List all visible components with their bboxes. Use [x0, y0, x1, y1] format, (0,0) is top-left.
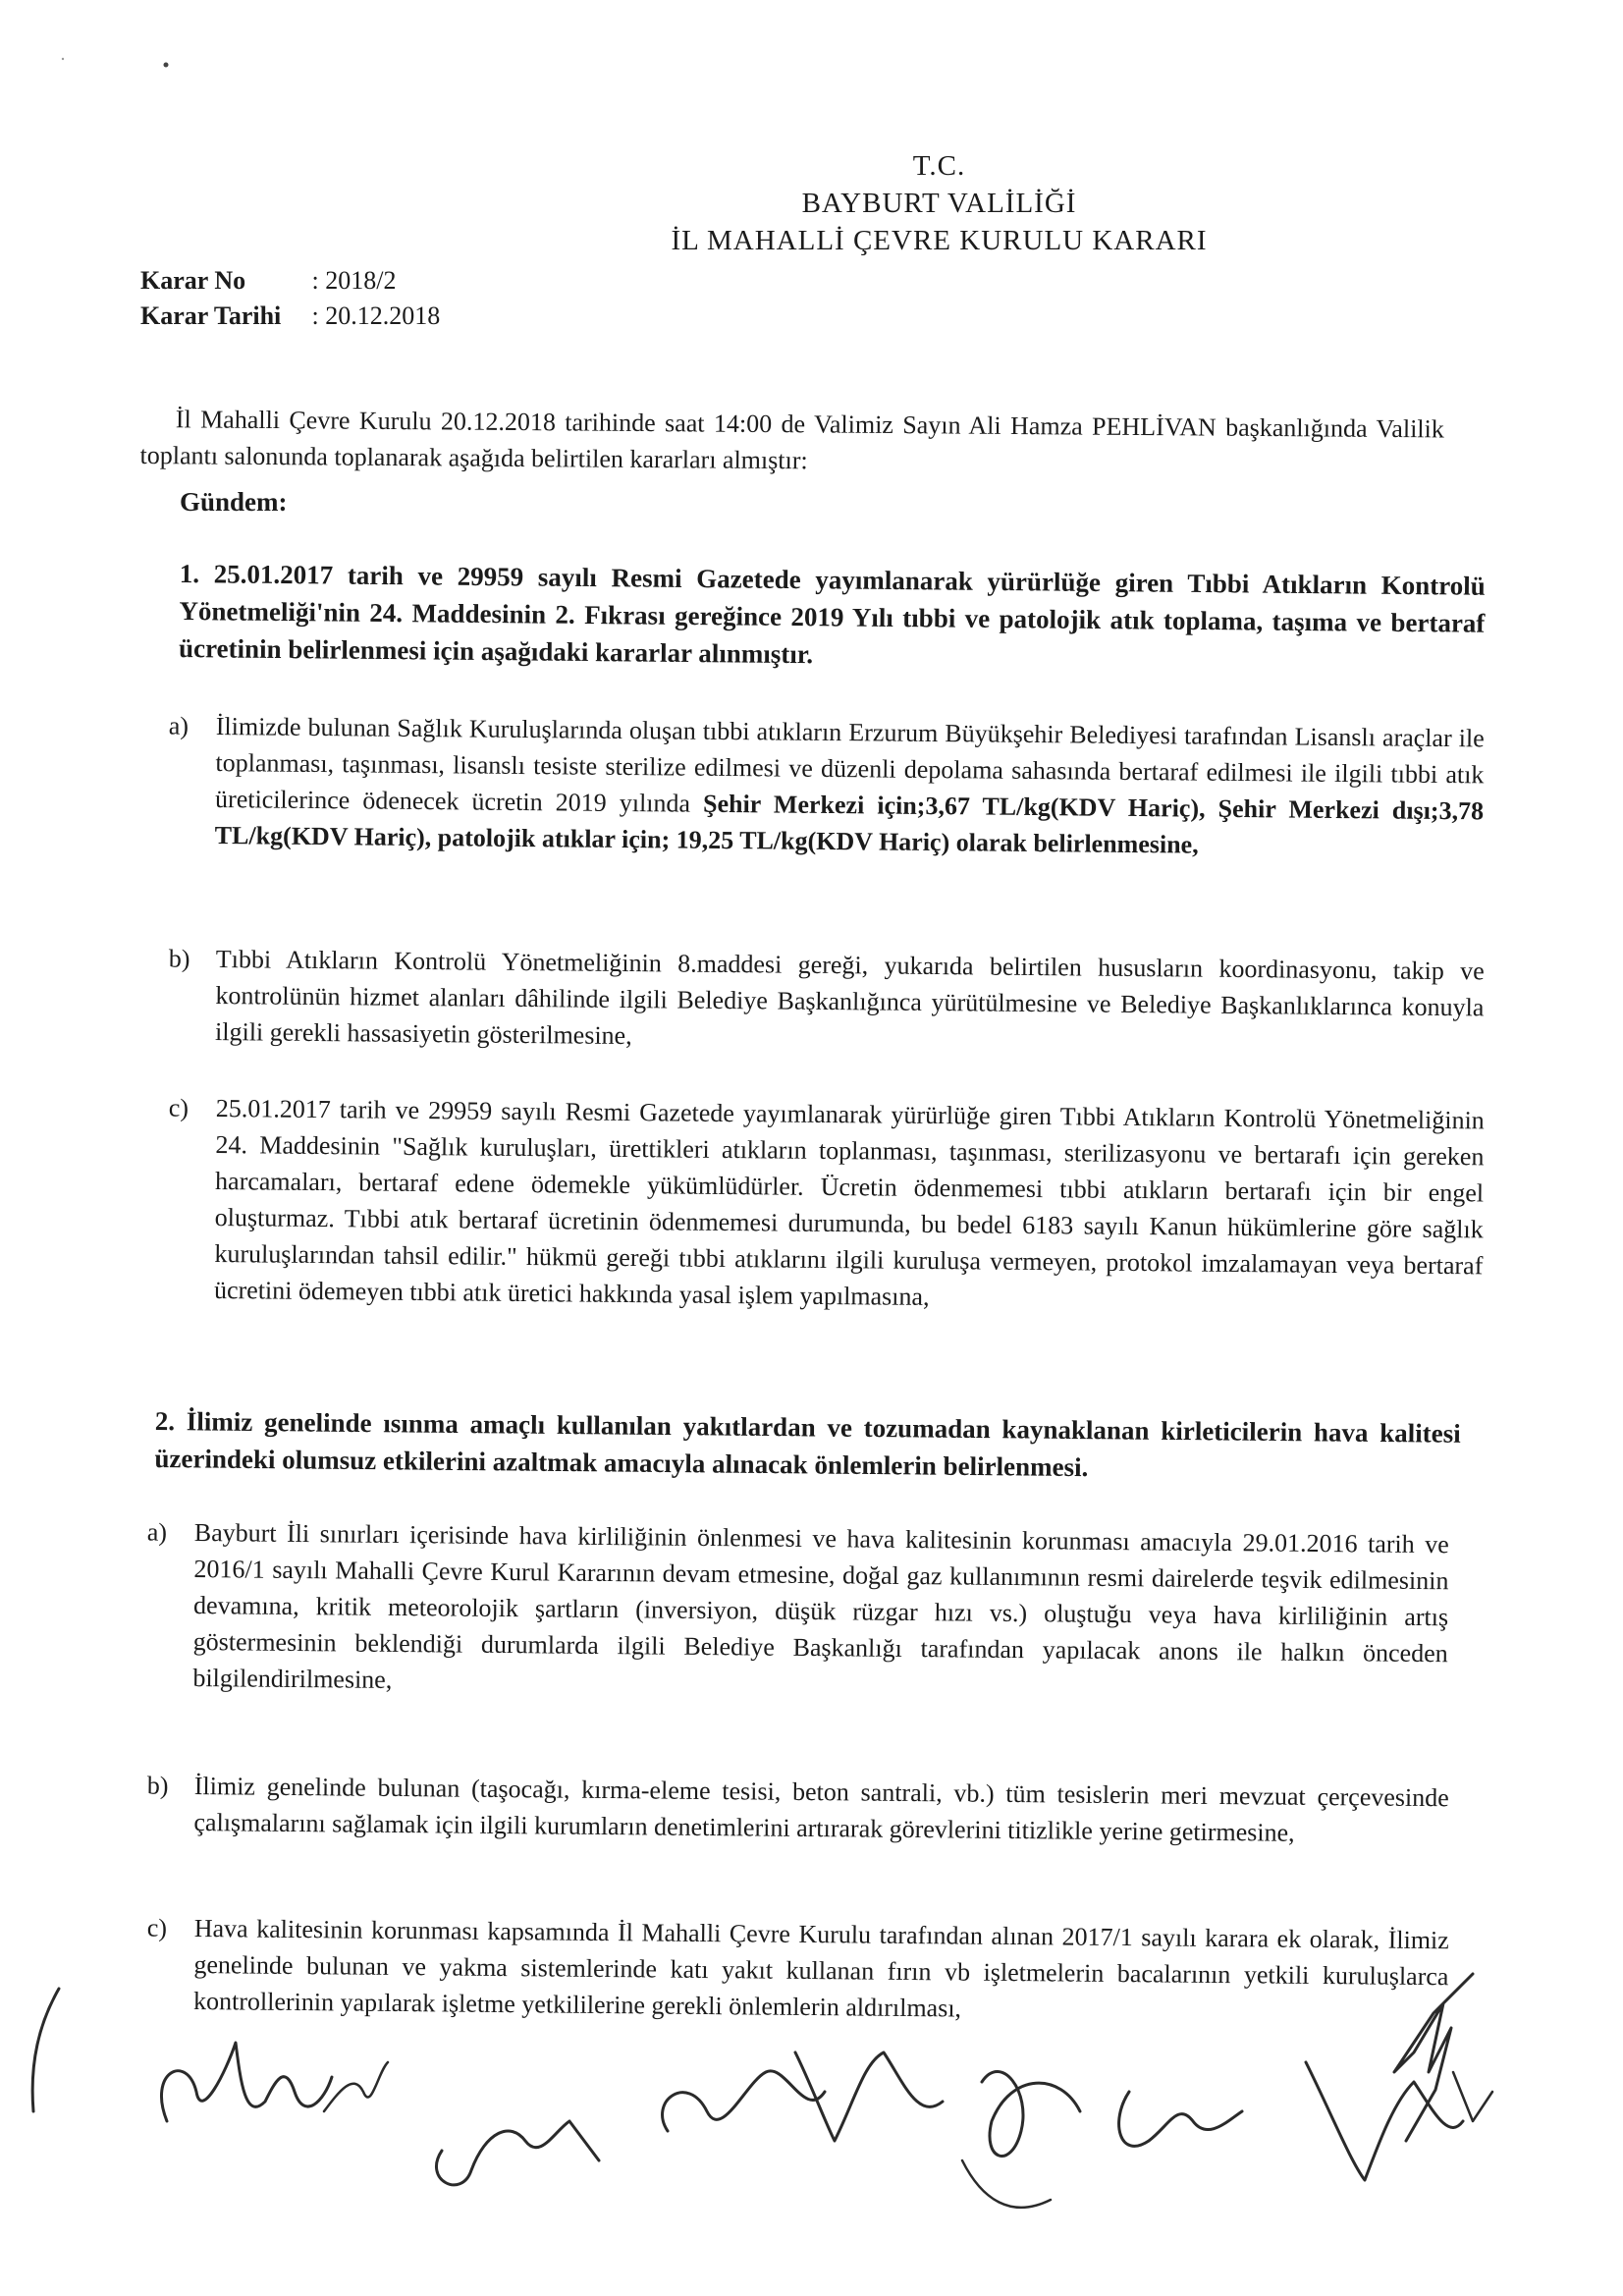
clause-marker: a)	[146, 1517, 168, 1547]
item-1-clause-c	[168, 1090, 1485, 1320]
decision-date-value: : 20.12.2018	[311, 301, 441, 330]
decision-number-value: : 2018/2	[311, 266, 397, 295]
item-2-clause-a	[146, 1514, 1449, 1708]
signature-4	[663, 2071, 825, 2131]
clause-text: İlimiz genelinde bulunan (taşocağı, kırma-eleme tesisi, beton santrali, vb.) tüm tesislerin meri mevzuat çerçevesinde çalışmalarını sağlamak için ilgili kurumların denetimlerini artırarak görevlerini titizlikle yerine getirmesine,	[193, 1771, 1449, 1847]
signature-right-margin	[1394, 1974, 1473, 2141]
signature-7	[962, 2160, 1051, 2208]
signature-3	[436, 2121, 599, 2185]
signature-10	[1453, 2072, 1492, 2121]
member-signatures	[0, 1827, 1623, 2296]
clause-marker: c)	[168, 1093, 189, 1122]
header-governorship: BAYBURT VALİLİĞİ	[801, 188, 1077, 219]
signature-1	[161, 2043, 332, 2121]
decision-number-label: Karar No	[140, 266, 246, 295]
clause-fee-values: Şehir Merkezi için;3,67 TL/kg(KDV Hariç), Şehir Merkezi dışı;3,78 TL/kg(KDV Hariç), patolojik atıklar için; 19,25 TL/kg(KDV Hariç) olarak belirlenmesine,	[214, 789, 1485, 859]
decision-date-row	[140, 299, 440, 334]
agenda-item-1: 1. 25.01.2017 tarih ve 29959 sayılı Resmi Gazetede yayımlanarak yürürlüğe giren Tıbbi Atıkların Kontrolü Yönetmeliği'nin 24. Maddesinin 2. Fıkrası gereğince 2019 Yılı tıbbi ve patolojik atık toplama, taşıma ve bertaraf ücretinin belirlenmesi için aşağıdaki kararlar alınmıştır.	[178, 558, 1486, 670]
clause-text: Tıbbi Atıkların Kontrolü Yönetmeliğinin 8.maddesi gereği, yukarıda belirtilen hususların koordinasyonu, takip ve kontrolünün hizmet alanları dâhilinde ilgili Belediye Başkanlığınca yürütülmesine ve Belediye Başkanlıklarınca konuyla ilgili gerekli hassasiyetin gösterilmesine,	[214, 944, 1485, 1051]
item-1-clause-a	[168, 708, 1485, 865]
signature-left-margin	[32, 1989, 59, 2111]
signature-2	[324, 2062, 388, 2111]
item-1-clause-b	[168, 941, 1485, 1062]
clause-text: Bayburt İli sınırları içerisinde hava kirliliğinin önlenmesi ve hava kalitesinin korunması amacıyla 29.01.2016 tarih ve 2016/1 sayılı Mahalli Çevre Kurul Kararının devam etmesine, doğal gaz kullanımının resmi dairelerde teşvik edilmesinin devamına, kritik meteorolojik şartların (inversiyon, düşük rüzgar hızı vs.) oluştuğu veya hava kirliliğinin artış göstermesinin beklendiği durumlarda ilgili Belediye Başkanlığı tarafından yapılacak anons ile halkın önceden bilgilendirilmesine,	[192, 1517, 1449, 1694]
signature-5	[795, 2052, 943, 2141]
clause-text: İlimizde bulunan Sağlık Kuruluşlarında oluşan tıbbi atıkların Erzurum Büyükşehir Belediyesi tarafından Lisanslı araçlar ile toplanması, taşınması, lisanslı tesiste sterilize edilmesi ve düzenli depolama sahasında bertaraf edilmesi ile ilgili tıbbi atık üreticilerince ödenecek ücretin 2019 yılında	[214, 711, 1485, 818]
agenda-item-2: 2. İlimiz genelinde ısınma amaçlı kullanılan yakıtlardan ve tozumadan kaynaklanan kirleticilerin hava kalitesi üzerindeki olumsuz etkilerini azaltmak amacıyla alınacak önlemlerin belirlenmesi.	[154, 1405, 1461, 1483]
intro-paragraph: İl Mahalli Çevre Kurulu 20.12.2018 tarihinde saat 14:00 de Valimiz Sayın Ali Hamza PEHLİVAN başkanlığında Valilik toplantı salonunda toplanarak aşağıda belirtilen kararları almıştır:	[139, 405, 1444, 475]
decision-meta	[140, 263, 440, 334]
clause-text: Hava kalitesinin korunması kapsamında İl Mahalli Çevre Kurulu tarafından alınan 2017/1 sayılı karara ek olarak, İlimiz genelinde bulunan ve yakma sistemlerinde katı yakıt kullanan fırın vb işletmelerin bacalarının yetkili kuruluşlarca kontrollerinin yapılarak işletme yetkililerine gerekli önlemlerin aldırılması,	[192, 1913, 1449, 2023]
document-header	[0, 147, 1623, 259]
agenda-label: Gündem:	[180, 487, 288, 517]
decision-date-label: Karar Tarihi	[140, 301, 282, 330]
clause-marker: a)	[168, 711, 189, 740]
clause-text: 25.01.2017 tarih ve 29959 sayılı Resmi Gazetede yayımlanarak yürürlüğe giren Tıbbi Atıkların Kontrolü Yönetmeliğinin 24. Maddesinin "Sağlık kuruluşları, ürettikleri atıkların toplanması, taşınması, sterilizasyonu ve bertarafı için gereken harcamaları, bertaraf edene ödemekle yükümlüdürler. Ücretin ödenmemesi tıbbi atıkların bertarafı için bir engel oluşturmaz. Tıbbi atık bertaraf ücretinin ödenmemesi durumunda, bu bedel 6183 sayılı Kanun hükümlerine göre sağlık kuruluşlarından tahsil edilir." hükmü gereği tıbbi atıklarını ilgili kuruluşa vermeyen, protokol imzalamayan veya bertaraf ücretini ödemeyen tıbbi atık üretici hakkında yasal işlem yapılmasına,	[213, 1093, 1485, 1311]
header-decision-title: İL MAHALLİ ÇEVRE KURULU KARARI	[671, 225, 1208, 256]
decision-number-row	[140, 263, 440, 299]
clause-marker: c)	[146, 1913, 168, 1942]
signature-8	[1119, 2092, 1242, 2146]
header-tc: T.C.	[912, 150, 966, 182]
signature-6	[982, 2072, 1080, 2157]
clause-marker: b)	[168, 944, 190, 973]
clause-marker: b)	[146, 1771, 169, 1800]
